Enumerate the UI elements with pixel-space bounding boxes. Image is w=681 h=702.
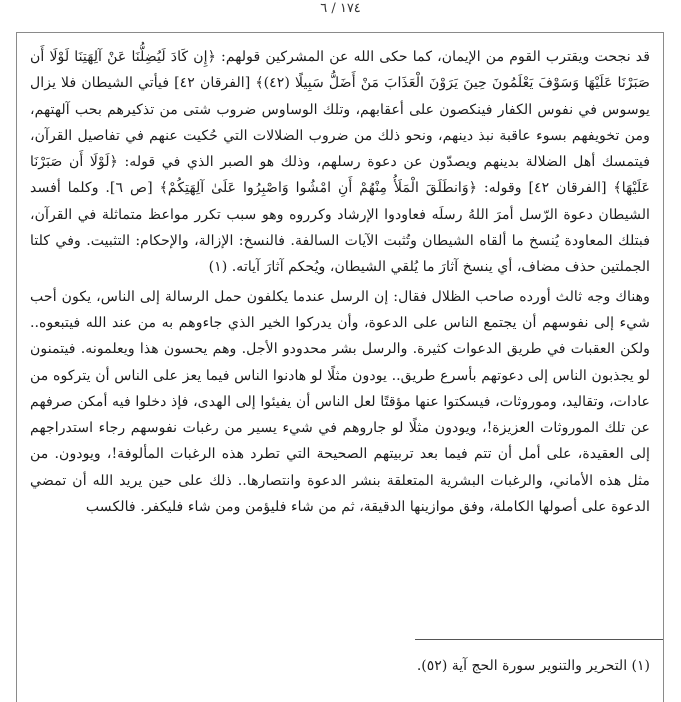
page-number: ١٧٤ / ٦ [320,1,361,16]
quran-quote-1: ﴿إِن كَادَ لَيُضِلُّنَا عَنْ آلِهَتِنَا لَوْلَا أَن صَبَرْنَا عَلَيْهَا وَسَوْفَ يَعْلَمُونَ حِينَ يَرَوْنَ الْعَذَابَ مَنْ أَضَلُّ سَبِيلًا (٤٢)﴾ [30,49,650,92]
paragraph-1-text-a: قد نجحت ويقترب القوم من الإيمان، كما حكى الله عن المشركين قولهم: [221,49,650,65]
footnote: (١) التحرير والتنوير سورة الحج آية (٥٢). [416,658,650,674]
quran-quote-2: ﴿لَوْلَا أَن صَبَرْنَا عَلَيْهَا﴾ [30,154,650,197]
paragraph-1 [30,44,650,281]
paragraph-1-text-d: [ص ٦]. وكلما أفسد الشيطان دعوة الرّسل أمرَ اللهُ رسلَه فعاودوا الإرشاد وكرروه وهو سبب تكرر مواعظ متماثلة في القرآن، فبتلك المعاودة يُنسخ ما ألقاه الشيطان وتُثبت الآيات السالفة. فالنسخ: الإزالة، والإحكام: التثبيت. وفي كلتا الجملتين حذف مضاف، أي ينسخ آثارَ ما يُلقي الشيطان، ويُحكم آثارَ آياته. (١) [30,180,650,276]
quran-quote-3: ﴿وَانطَلَقَ الْمَلَأُ مِنْهُمْ أَنِ امْشُوا وَاصْبِرُوا عَلَىٰ آلِهَتِكُمْ﴾ [159,180,478,197]
paragraph-1-text-c: [الفرقان ٤٢] وقوله: [483,180,607,197]
document-body [30,44,650,520]
paragraph-1-text-b: [الفرقان ٤٢] فيأتي الشيطان فلا يزال يوسوس في نفوس الكفار فينكصون على أعقابهم، وتلك الوساوس ضروب شتى من تذكيرهم بحب آلهتهم، ومن تخويفهم بسوء عاقبة نبذ دينهم، ونحو ذلك من ضروب الضلالات التي حُكيت عنهم في تفاصيل القرآن، فيتمسك أهل الضلالة بدينهم ويصدّون عن دعوة رسلهم، وذلك هو الصبر الذي في قوله: [30,75,650,171]
paragraph-2: وهناك وجه ثالث أورده صاحب الظلال فقال: إن الرسل عندما يكلفون حمل الرسالة إلى الناس، يكون أحب شيء إلى نفوسهم أن يجتمع الناس على الدعوة، وأن يدركوا الخير الذي جاءوهم به من عند الله فيتبعوه.. ولكن العقبات في طريق الدعوات كثيرة. والرسل بشر محدودو الأجل. وهم يحسون هذا ويعلمونه. فيتمنون لو يجذبون الناس إلى دعوتهم بأسرع طريق.. يودون مثلًا لو هادنوا الناس فيما يعز على الناس أن يتركوه من عادات، وتقاليد، وموروثات، فيسكتوا عنها مؤقتًا لعل الناس أن يفيئوا إلى الهدى، فإذ دخلوا فيه أمكن صرفهم عن تلك الموروثات العزيزة!، ويودون مثلًا لو جاروهم في شيء يسير من رغبات نفوسهم رجاء استدراجهم إلى العقيدة، على أمل أن تتم فيما بعد تربيتهم الصحيحة التي تطرد هذه الرغبات المألوفة!، ويودون. من مثل هذه الأماني، والرغبات البشرية المتعلقة بنشر الدعوة وانتصارها.. ذلك على حين يريد الله أن تمضي الدعوة على أصولها الكاملة، وفق موازينها الدقيقة، ثم من شاء فليؤمن ومن شاء فليكفر. فالكسب [30,288,650,516]
footnote-divider [415,639,663,640]
